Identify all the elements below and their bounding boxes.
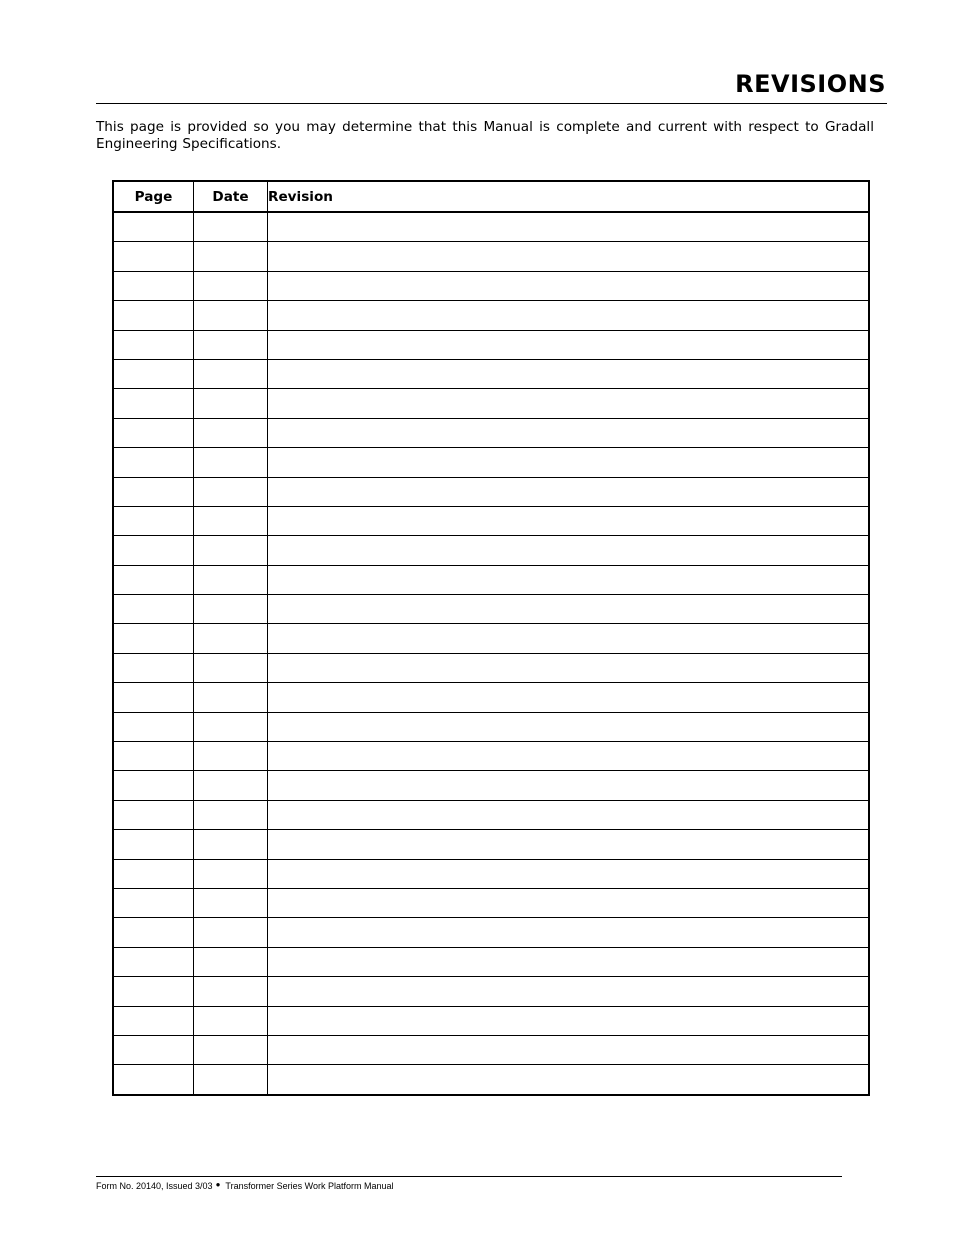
footer-bullet-icon: ● [215,1180,221,1189]
cell-page [113,212,194,242]
cell-revision [268,448,870,477]
cell-date [194,947,268,976]
cell-revision [268,477,870,506]
cell-page [113,918,194,947]
column-header-page: Page [113,181,194,212]
cell-date [194,918,268,947]
table-row [113,212,869,242]
cell-date [194,712,268,741]
cell-date [194,653,268,682]
cell-page [113,1006,194,1035]
cell-date [194,506,268,535]
cell-page [113,506,194,535]
cell-page [113,359,194,388]
cell-revision [268,506,870,535]
cell-date [194,330,268,359]
cell-date [194,389,268,418]
cell-date [194,830,268,859]
cell-page [113,977,194,1006]
cell-date [194,359,268,388]
cell-page [113,242,194,271]
cell-page [113,271,194,300]
revisions-table [112,180,870,1096]
cell-date [194,242,268,271]
cell-revision [268,536,870,565]
cell-revision [268,771,870,800]
cell-revision [268,653,870,682]
intro-paragraph: This page is provided so you may determine that this Manual is complete and current with respect to Gradall Engineering Specifications. [96,119,874,152]
table-row [113,830,869,859]
table-row [113,242,869,271]
cell-revision [268,683,870,712]
cell-revision [268,712,870,741]
cell-revision [268,330,870,359]
table-row [113,918,869,947]
cell-date [194,800,268,829]
title-divider [96,103,887,104]
table-row [113,947,869,976]
table-row [113,359,869,388]
table-row [113,800,869,829]
cell-page [113,448,194,477]
table-row [113,712,869,741]
cell-date [194,212,268,242]
table-row [113,888,869,917]
cell-page [113,888,194,917]
table-row [113,330,869,359]
cell-date [194,888,268,917]
table-row [113,418,869,447]
cell-revision [268,418,870,447]
table-row [113,1065,869,1095]
cell-page [113,800,194,829]
column-header-date: Date [194,181,268,212]
table-row [113,742,869,771]
footer-manual-name: Transformer Series Work Platform Manual [225,1181,394,1191]
cell-page [113,301,194,330]
cell-page [113,389,194,418]
cell-page [113,712,194,741]
table-row [113,859,869,888]
footer-form-info: Form No. 20140, Issued 3/03 [96,1181,213,1191]
cell-revision [268,212,870,242]
footer-divider [96,1176,842,1177]
cell-revision [268,624,870,653]
cell-date [194,683,268,712]
cell-page [113,771,194,800]
cell-page [113,830,194,859]
cell-revision [268,242,870,271]
cell-date [194,301,268,330]
cell-page [113,1065,194,1095]
cell-page [113,859,194,888]
table-row [113,536,869,565]
cell-date [194,595,268,624]
table-row [113,771,869,800]
cell-date [194,477,268,506]
cell-date [194,418,268,447]
cell-revision [268,859,870,888]
table-row [113,977,869,1006]
cell-page [113,565,194,594]
cell-date [194,448,268,477]
cell-page [113,653,194,682]
cell-revision [268,1035,870,1064]
table-row [113,624,869,653]
table-header-row [113,181,869,212]
table-row [113,271,869,300]
table-row [113,565,869,594]
cell-page [113,418,194,447]
cell-revision [268,918,870,947]
table-row [113,653,869,682]
cell-revision [268,271,870,300]
cell-page [113,1035,194,1064]
column-header-revision: Revision [268,181,870,212]
table-row [113,506,869,535]
table-row [113,389,869,418]
cell-date [194,1006,268,1035]
cell-page [113,742,194,771]
cell-date [194,742,268,771]
cell-revision [268,977,870,1006]
cell-revision [268,800,870,829]
cell-revision [268,389,870,418]
cell-page [113,624,194,653]
cell-date [194,1035,268,1064]
table-row [113,1035,869,1064]
cell-revision [268,565,870,594]
cell-page [113,595,194,624]
cell-revision [268,888,870,917]
cell-date [194,771,268,800]
cell-date [194,859,268,888]
cell-page [113,947,194,976]
table-row [113,1006,869,1035]
cell-revision [268,359,870,388]
cell-date [194,271,268,300]
cell-revision [268,301,870,330]
cell-page [113,330,194,359]
cell-page [113,536,194,565]
revisions-table-body [113,212,869,1095]
table-row [113,595,869,624]
cell-revision [268,830,870,859]
cell-date [194,977,268,1006]
cell-page [113,477,194,506]
cell-revision [268,1006,870,1035]
cell-revision [268,1065,870,1095]
cell-revision [268,595,870,624]
cell-date [194,1065,268,1095]
cell-date [194,536,268,565]
table-row [113,477,869,506]
cell-page [113,683,194,712]
cell-date [194,565,268,594]
cell-date [194,624,268,653]
table-row [113,683,869,712]
page-footer [96,1180,393,1193]
table-row [113,448,869,477]
cell-revision [268,947,870,976]
page-title: REVISIONS [735,70,886,98]
table-row [113,301,869,330]
cell-revision [268,742,870,771]
